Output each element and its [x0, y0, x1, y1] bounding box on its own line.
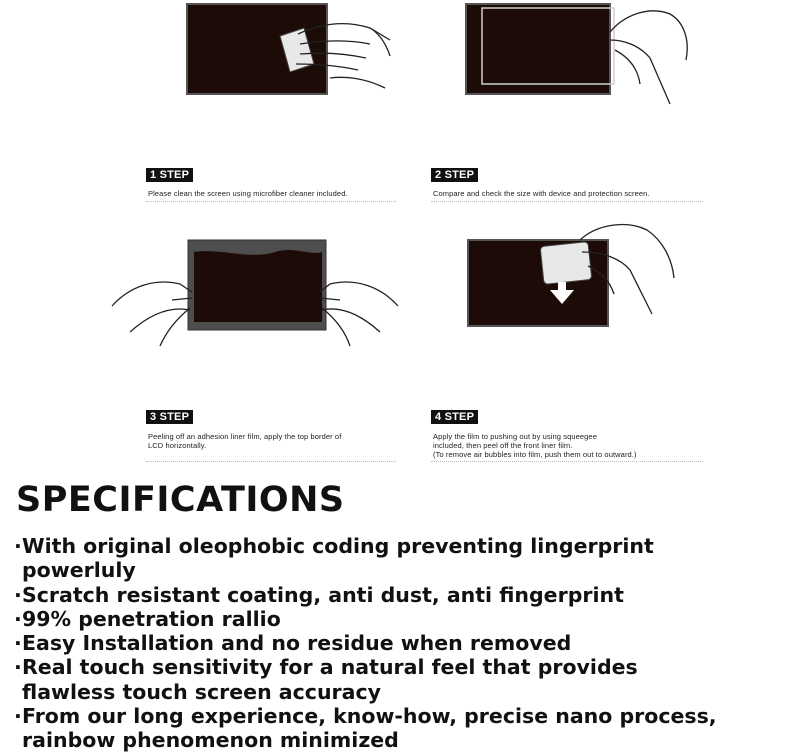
step-3-divider [146, 461, 396, 462]
spec-item-touch-sensitivity: ·Real touch sensitivity for a natural feel that provides flawless touch screen accuracy [14, 655, 638, 704]
bullet-dot: · [14, 534, 22, 558]
step-1-divider [146, 201, 396, 202]
spec-item-easy-installation: ·Easy Installation and no residue when removed [14, 631, 572, 656]
spec-item-nano-process: ·From our long experience, know-how, precise nano process, rainbow phenomenon minimized [14, 704, 717, 753]
specifications-title: SPECIFICATIONS [16, 480, 345, 520]
bullet-dot: · [14, 704, 22, 729]
step-3-caption: Peeling off an adhesion liner film, apply the top border of LCD horizontally. [148, 432, 342, 450]
step-4-illustration [462, 218, 682, 330]
step-4-badge: 4 STEP [431, 410, 478, 424]
bullet-dot: · [14, 631, 22, 656]
spec-item-scratch-resistant: ·Scratch resistant coating, anti dust, anti fingerprint [14, 582, 624, 607]
step-1-caption: Please clean the screen using microfiber cleaner included. [148, 189, 348, 198]
step-3-illustration [110, 236, 400, 366]
step-2-badge: 2 STEP [431, 168, 478, 182]
step-4-caption: Apply the film to pushing out by using squeegee included, then peel off the front liner film. (To remove air bubbles into film, push them out to outward.) [433, 432, 637, 459]
step-2-illustration [460, 0, 700, 110]
step-1-illustration [180, 0, 400, 100]
spec-item-oleophobic: ·With original oleophobic coding preventing lingerprint powerluly [14, 534, 654, 583]
step-2-divider [431, 201, 703, 202]
bullet-dot: · [14, 606, 22, 631]
step-4-divider [431, 461, 703, 462]
bullet-dot: · [14, 582, 22, 607]
step-1-badge: 1 STEP [146, 168, 193, 182]
step-2-caption: Compare and check the size with device and protection screen. [433, 189, 650, 198]
step-3-badge: 3 STEP [146, 410, 193, 424]
bullet-dot: · [14, 655, 22, 680]
specifications-list [14, 534, 794, 753]
spec-item-penetration: ·99% penetration rallio [14, 606, 281, 631]
